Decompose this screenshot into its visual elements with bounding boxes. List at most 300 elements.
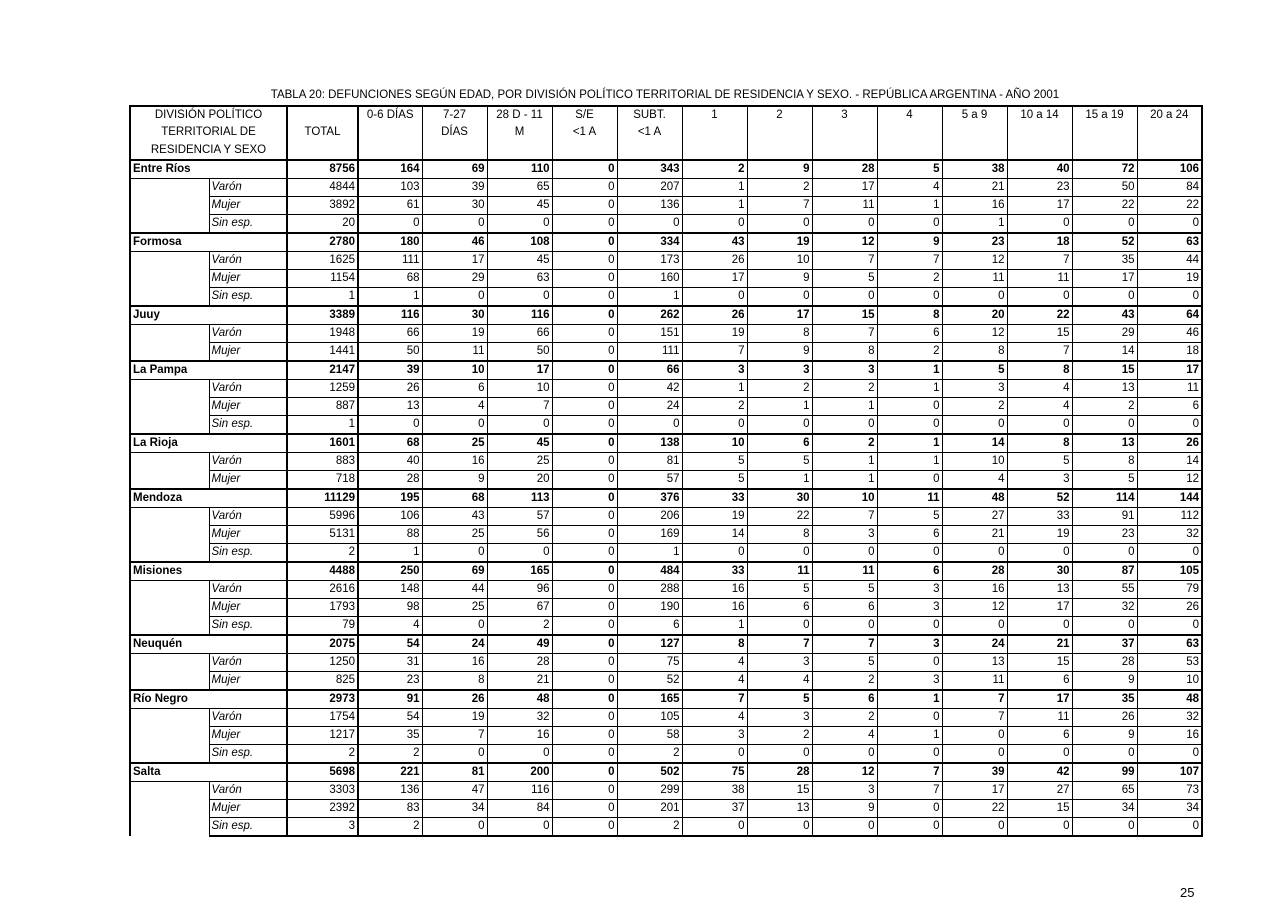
sex-value: 6 — [747, 598, 812, 616]
province-value: 72 — [1072, 160, 1137, 179]
sex-value: 0 — [552, 269, 617, 287]
sex-value: 0 — [942, 287, 1007, 306]
sex-value: 0 — [422, 817, 487, 836]
sex-row — [130, 671, 1202, 690]
sex-value: 0 — [747, 415, 812, 434]
sex-value: 1 — [812, 397, 877, 415]
sex-value: 4 — [682, 671, 747, 690]
sex-value: 54 — [358, 708, 422, 726]
province-row — [130, 434, 1202, 453]
sex-value: 18 — [1137, 342, 1202, 361]
indent-cell — [130, 415, 209, 434]
sex-value: 1 — [877, 379, 942, 397]
sex-value: 0 — [682, 744, 747, 763]
province-row — [130, 562, 1202, 581]
sex-value: 0 — [877, 653, 942, 671]
province-value: 35 — [1072, 690, 1137, 709]
indent-cell — [130, 671, 209, 690]
sex-value: 2 — [358, 744, 422, 763]
column-header — [812, 142, 877, 160]
sex-value: 0 — [617, 214, 682, 233]
sex-value: 0 — [877, 817, 942, 836]
sex-value: 27 — [942, 507, 1007, 525]
sex-value: 16 — [682, 580, 747, 598]
sex-value: 7 — [1007, 342, 1072, 361]
sex-value: 7 — [1007, 251, 1072, 269]
indent-cell — [130, 799, 209, 817]
sex-row — [130, 543, 1202, 562]
sex-value: 116 — [487, 781, 552, 799]
sex-value: 27 — [1007, 781, 1072, 799]
province-value: 7 — [812, 635, 877, 654]
sex-value: 0 — [747, 214, 812, 233]
province-name: Neuquén — [130, 635, 287, 654]
sex-value: 84 — [1137, 178, 1202, 196]
sex-value: 7 — [422, 726, 487, 744]
province-row — [130, 763, 1202, 782]
sex-label: Mujer — [209, 525, 287, 543]
sex-value: 0 — [487, 287, 552, 306]
sex-value: 0 — [877, 543, 942, 562]
province-value: 6 — [877, 562, 942, 581]
sex-value: 0 — [1137, 543, 1202, 562]
sex-value: 5996 — [287, 507, 358, 525]
sex-value: 39 — [422, 178, 487, 196]
indent-cell — [130, 178, 209, 196]
sex-value: 53 — [1137, 653, 1202, 671]
indent-cell — [130, 726, 209, 744]
sex-value: 0 — [487, 415, 552, 434]
province-value: 38 — [942, 160, 1007, 179]
sex-row — [130, 269, 1202, 287]
sex-value: 2 — [617, 744, 682, 763]
sex-value: 3 — [877, 598, 942, 616]
province-value: 6 — [747, 434, 812, 453]
sex-row — [130, 653, 1202, 671]
sex-value: 88 — [358, 525, 422, 543]
province-value: 0 — [552, 160, 617, 179]
sex-value: 22 — [1072, 196, 1137, 214]
sex-value: 25 — [487, 452, 552, 470]
province-value: 33 — [682, 562, 747, 581]
indent-cell — [130, 744, 209, 763]
column-header: DÍAS — [422, 124, 487, 142]
province-value: 7 — [682, 690, 747, 709]
sex-value: 0 — [747, 287, 812, 306]
sex-row — [130, 415, 1202, 434]
province-value: 0 — [552, 690, 617, 709]
sex-value: 5 — [812, 269, 877, 287]
sex-value: 25 — [422, 598, 487, 616]
sex-value: 5 — [877, 507, 942, 525]
sex-value: 6 — [617, 616, 682, 635]
column-header: 15 a 19 — [1072, 106, 1137, 124]
sex-value: 0 — [877, 214, 942, 233]
sex-value: 2 — [747, 726, 812, 744]
column-header: M — [487, 124, 552, 142]
table-body — [130, 106, 1202, 836]
province-value: 2 — [812, 434, 877, 453]
province-value: 12 — [812, 233, 877, 252]
sex-value: 0 — [422, 415, 487, 434]
sex-value: 16 — [422, 452, 487, 470]
province-value: 30 — [422, 306, 487, 325]
province-value: 0 — [552, 489, 617, 508]
sex-value: 0 — [812, 616, 877, 635]
sex-row — [130, 580, 1202, 598]
province-value: 15 — [1072, 361, 1137, 380]
column-header: 5 a 9 — [942, 106, 1007, 124]
sex-value: 5 — [1007, 452, 1072, 470]
sex-value: 9 — [422, 470, 487, 489]
sex-value: 50 — [487, 342, 552, 361]
province-value: 40 — [1007, 160, 1072, 179]
indent-cell — [130, 196, 209, 214]
province-name: Misiones — [130, 562, 287, 581]
sex-value: 16 — [682, 598, 747, 616]
sex-value: 11 — [1007, 708, 1072, 726]
province-value: 17 — [1137, 361, 1202, 380]
sex-value: 0 — [358, 415, 422, 434]
sex-value: 17 — [1072, 269, 1137, 287]
column-header — [1137, 142, 1202, 160]
sex-value: 65 — [487, 178, 552, 196]
page-number: 25 — [1180, 885, 1195, 900]
province-value: 0 — [552, 233, 617, 252]
sex-value: 14 — [682, 525, 747, 543]
province-value: 26 — [1137, 434, 1202, 453]
column-header: S/E — [552, 106, 617, 124]
sex-value: 0 — [1072, 543, 1137, 562]
sex-value: 24 — [617, 397, 682, 415]
column-header: 0-6 DÍAS — [358, 106, 422, 124]
sex-value: 0 — [1007, 817, 1072, 836]
sex-row — [130, 726, 1202, 744]
sex-value: 0 — [552, 324, 617, 342]
sex-value: 3 — [877, 671, 942, 690]
sex-value: 17 — [1007, 598, 1072, 616]
sex-value: 32 — [487, 708, 552, 726]
sex-value: 13 — [1072, 379, 1137, 397]
sex-value: 1 — [877, 726, 942, 744]
province-value: 64 — [1137, 306, 1202, 325]
sex-value: 111 — [617, 342, 682, 361]
sex-value: 0 — [552, 580, 617, 598]
province-value: 114 — [1072, 489, 1137, 508]
province-value: 24 — [942, 635, 1007, 654]
province-name: Mendoza — [130, 489, 287, 508]
sex-value: 20 — [487, 470, 552, 489]
sex-value: 0 — [487, 543, 552, 562]
sex-value: 0 — [747, 817, 812, 836]
sex-value: 0 — [552, 817, 617, 836]
province-value: 63 — [1137, 635, 1202, 654]
sex-value: 2 — [942, 397, 1007, 415]
sex-value: 23 — [1072, 525, 1137, 543]
province-value: 180 — [358, 233, 422, 252]
sex-value: 136 — [617, 196, 682, 214]
province-value: 4488 — [287, 562, 358, 581]
sex-value: 0 — [422, 744, 487, 763]
sex-value: 105 — [617, 708, 682, 726]
sex-value: 0 — [552, 178, 617, 196]
sex-value: 11 — [422, 342, 487, 361]
sex-value: 0 — [552, 214, 617, 233]
sex-value: 9 — [747, 342, 812, 361]
province-value: 75 — [682, 763, 747, 782]
sex-value: 83 — [358, 799, 422, 817]
sex-value: 1 — [358, 287, 422, 306]
sex-value: 5131 — [287, 525, 358, 543]
sex-value: 21 — [942, 178, 1007, 196]
sex-value: 111 — [358, 251, 422, 269]
sex-value: 34 — [1072, 799, 1137, 817]
sex-value: 0 — [1007, 415, 1072, 434]
province-value: 107 — [1137, 763, 1202, 782]
sex-value: 2 — [812, 671, 877, 690]
sex-value: 11 — [1137, 379, 1202, 397]
sex-row — [130, 452, 1202, 470]
indent-cell — [130, 580, 209, 598]
sex-value: 4 — [358, 616, 422, 635]
sex-value: 2 — [747, 379, 812, 397]
sex-value: 173 — [617, 251, 682, 269]
sex-value: 66 — [487, 324, 552, 342]
indent-cell — [130, 525, 209, 543]
province-row — [130, 361, 1202, 380]
sex-value: 11 — [812, 196, 877, 214]
sex-value: 1 — [682, 178, 747, 196]
sex-value: 0 — [552, 196, 617, 214]
province-value: 8 — [682, 635, 747, 654]
province-value: 39 — [942, 763, 1007, 782]
sex-value: 5 — [682, 470, 747, 489]
province-value: 113 — [487, 489, 552, 508]
sex-value: 26 — [682, 251, 747, 269]
sex-value: 9 — [1072, 671, 1137, 690]
province-row — [130, 160, 1202, 179]
column-header: TOTAL — [287, 124, 358, 142]
sex-value: 0 — [877, 397, 942, 415]
province-value: 26 — [422, 690, 487, 709]
sex-value: 0 — [552, 525, 617, 543]
column-header — [287, 106, 358, 124]
province-value: 3389 — [287, 306, 358, 325]
sex-value: 2616 — [287, 580, 358, 598]
sex-value: 0 — [552, 379, 617, 397]
province-value: 66 — [617, 361, 682, 380]
sex-value: 1 — [812, 470, 877, 489]
sex-value: 0 — [877, 616, 942, 635]
province-value: 376 — [617, 489, 682, 508]
sex-label: Mujer — [209, 342, 287, 361]
province-value: 17 — [747, 306, 812, 325]
column-header: 3 — [812, 106, 877, 124]
sex-value: 0 — [552, 744, 617, 763]
sex-value: 35 — [1072, 251, 1137, 269]
sex-label: Mujer — [209, 470, 287, 489]
sex-value: 57 — [617, 470, 682, 489]
sex-value: 7 — [682, 342, 747, 361]
province-value: 14 — [942, 434, 1007, 453]
sex-value: 0 — [877, 744, 942, 763]
sex-row — [130, 470, 1202, 489]
sex-value: 7 — [487, 397, 552, 415]
sex-value: 7 — [942, 708, 1007, 726]
sex-value: 7 — [812, 251, 877, 269]
sex-value: 3 — [812, 781, 877, 799]
sex-value: 0 — [1007, 214, 1072, 233]
province-value: 52 — [1072, 233, 1137, 252]
province-value: 17 — [487, 361, 552, 380]
sex-value: 0 — [1072, 744, 1137, 763]
header-row — [130, 124, 1202, 142]
sex-label: Sin esp. — [209, 287, 287, 306]
sex-value: 207 — [617, 178, 682, 196]
sex-value: 2 — [287, 744, 358, 763]
sex-value: 50 — [1072, 178, 1137, 196]
column-header: 1 — [682, 106, 747, 124]
sex-value: 0 — [552, 671, 617, 690]
sex-value: 10 — [747, 251, 812, 269]
column-header — [747, 142, 812, 160]
sex-value: 6 — [422, 379, 487, 397]
province-value: 5 — [942, 361, 1007, 380]
sex-value: 0 — [1137, 415, 1202, 434]
sex-value: 0 — [1007, 744, 1072, 763]
sex-value: 1 — [617, 287, 682, 306]
column-header: 20 a 24 — [1137, 106, 1202, 124]
province-row — [130, 635, 1202, 654]
sex-value: 22 — [747, 507, 812, 525]
province-value: 8 — [1007, 434, 1072, 453]
sex-value: 15 — [1007, 653, 1072, 671]
sex-value: 55 — [1072, 580, 1137, 598]
sex-value: 32 — [1072, 598, 1137, 616]
indent-cell — [130, 214, 209, 233]
sex-value: 3 — [747, 708, 812, 726]
sex-value: 28 — [1072, 653, 1137, 671]
sex-row — [130, 616, 1202, 635]
sex-value: 23 — [1007, 178, 1072, 196]
sex-row — [130, 708, 1202, 726]
province-value: 2 — [682, 160, 747, 179]
province-value: 28 — [942, 562, 1007, 581]
sex-value: 1 — [682, 616, 747, 635]
sex-value: 112 — [1137, 507, 1202, 525]
province-value: 45 — [487, 434, 552, 453]
sex-value: 4 — [812, 726, 877, 744]
sex-value: 1754 — [287, 708, 358, 726]
province-value: 42 — [1007, 763, 1072, 782]
sex-label: Sin esp. — [209, 543, 287, 562]
province-value: 2075 — [287, 635, 358, 654]
sex-value: 0 — [682, 543, 747, 562]
sex-value: 65 — [1072, 781, 1137, 799]
sex-value: 26 — [358, 379, 422, 397]
province-value: 138 — [617, 434, 682, 453]
sex-value: 0 — [552, 470, 617, 489]
sex-value: 0 — [422, 287, 487, 306]
sex-value: 7 — [877, 251, 942, 269]
sex-value: 40 — [358, 452, 422, 470]
province-value: 68 — [422, 489, 487, 508]
sex-value: 4 — [682, 653, 747, 671]
sex-value: 0 — [487, 214, 552, 233]
sex-value: 17 — [422, 251, 487, 269]
sex-value: 16 — [1137, 726, 1202, 744]
column-header — [552, 142, 617, 160]
sex-value: 0 — [552, 799, 617, 817]
sex-value: 3 — [747, 653, 812, 671]
header-division-label: RESIDENCIA Y SEXO — [130, 142, 287, 160]
sex-value: 1259 — [287, 379, 358, 397]
province-value: 37 — [1072, 635, 1137, 654]
sex-label: Varón — [209, 379, 287, 397]
province-value: 165 — [487, 562, 552, 581]
province-value: 54 — [358, 635, 422, 654]
province-value: 81 — [422, 763, 487, 782]
province-value: 6 — [812, 690, 877, 709]
table-title: TABLA 20: DEFUNCIONES SEGÚN EDAD, POR DIVISIÓN POLÍTICO TERRITORIAL DE RESIDENCIA Y SEXO. - REPÚBLICA ARGENTINA - AÑO 2001 — [270, 89, 1060, 101]
sex-value: 4 — [942, 470, 1007, 489]
indent-cell — [130, 598, 209, 616]
sex-value: 6 — [1007, 671, 1072, 690]
sex-value: 4 — [422, 397, 487, 415]
sex-value: 8 — [422, 671, 487, 690]
sex-label: Sin esp. — [209, 415, 287, 434]
sex-value: 0 — [1072, 616, 1137, 635]
sex-value: 11 — [1007, 269, 1072, 287]
header-division-label: TERRITORIAL DE — [130, 124, 287, 142]
province-value: 165 — [617, 690, 682, 709]
header-row — [130, 106, 1202, 124]
sex-value: 29 — [422, 269, 487, 287]
sex-value: 22 — [942, 799, 1007, 817]
sex-value: 29 — [1072, 324, 1137, 342]
indent-cell — [130, 379, 209, 397]
sex-label: Varón — [209, 324, 287, 342]
sex-value: 19 — [1007, 525, 1072, 543]
sex-value: 0 — [812, 415, 877, 434]
province-value: 46 — [422, 233, 487, 252]
sex-value: 14 — [1137, 452, 1202, 470]
province-value: 19 — [747, 233, 812, 252]
sex-value: 103 — [358, 178, 422, 196]
sex-row — [130, 397, 1202, 415]
province-value: 116 — [487, 306, 552, 325]
province-value: 0 — [552, 763, 617, 782]
sex-value: 160 — [617, 269, 682, 287]
sex-value: 47 — [422, 781, 487, 799]
sex-value: 1 — [287, 287, 358, 306]
province-value: 1 — [877, 361, 942, 380]
sex-value: 37 — [682, 799, 747, 817]
sex-value: 28 — [487, 653, 552, 671]
sex-value: 84 — [487, 799, 552, 817]
sex-row — [130, 817, 1202, 836]
province-value: 22 — [1007, 306, 1072, 325]
sex-value: 56 — [487, 525, 552, 543]
sex-value: 0 — [942, 817, 1007, 836]
sex-value: 0 — [1137, 214, 1202, 233]
sex-value: 5 — [747, 452, 812, 470]
column-header: 10 a 14 — [1007, 106, 1072, 124]
column-header — [287, 142, 358, 160]
province-value: 20 — [942, 306, 1007, 325]
indent-cell — [130, 251, 209, 269]
sex-value: 5 — [747, 580, 812, 598]
